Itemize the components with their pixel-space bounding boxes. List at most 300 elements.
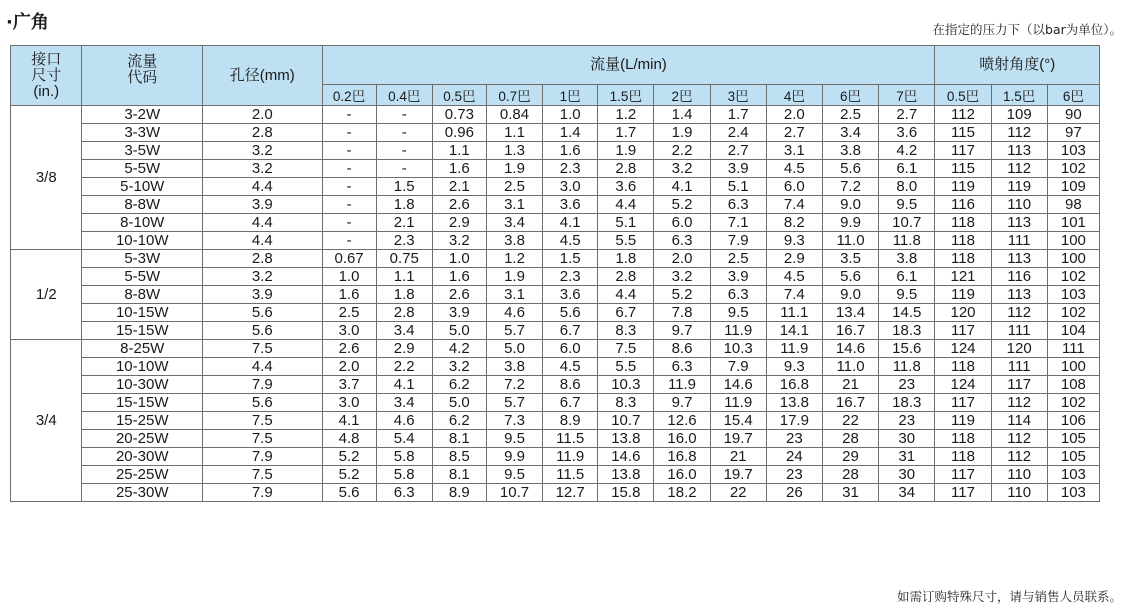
orifice-cell: 4.4 — [203, 214, 323, 232]
orifice-cell: 7.9 — [203, 448, 323, 466]
angle-value-cell: 115 — [935, 124, 991, 142]
flow-value-cell: 2.3 — [543, 268, 598, 286]
flow-value-cell: 0.75 — [376, 250, 432, 268]
flow-value-cell: 13.4 — [822, 304, 878, 322]
flow-value-cell: 30 — [879, 430, 935, 448]
angle-value-cell: 100 — [1047, 232, 1099, 250]
flow-code-cell: 3-5W — [82, 142, 203, 160]
flow-value-cell: 5.2 — [654, 286, 710, 304]
flow-value-cell: 6.3 — [710, 196, 766, 214]
angle-value-cell: 109 — [1047, 178, 1099, 196]
flow-value-cell: 30 — [879, 466, 935, 484]
angle-value-cell: 102 — [1047, 304, 1099, 322]
flow-value-cell: 0.96 — [432, 124, 486, 142]
flow-value-cell: 28 — [822, 466, 878, 484]
angle-value-cell: 110 — [991, 484, 1047, 502]
angle-value-cell: 113 — [991, 142, 1047, 160]
flow-value-cell: 11.0 — [822, 232, 878, 250]
flow-value-cell: 2.2 — [376, 358, 432, 376]
flow-code-cell: 8-8W — [82, 196, 203, 214]
flow-value-cell: 1.8 — [598, 250, 654, 268]
angle-value-cell: 124 — [935, 340, 991, 358]
flow-value-cell: 3.2 — [654, 268, 710, 286]
flow-value-cell: 3.1 — [486, 196, 542, 214]
angle-value-cell: 111 — [1047, 340, 1099, 358]
flow-value-cell: 3.0 — [322, 322, 376, 340]
flow-value-cell: 12.6 — [654, 412, 710, 430]
flow-value-cell: 3.4 — [822, 124, 878, 142]
flow-value-cell: 3.5 — [822, 250, 878, 268]
flow-code-cell: 25-30W — [82, 484, 203, 502]
flow-value-cell: 3.6 — [543, 286, 598, 304]
flow-value-cell: 4.8 — [322, 430, 376, 448]
flow-value-cell: 2.0 — [654, 250, 710, 268]
angle-value-cell: 119 — [935, 412, 991, 430]
table-row — [11, 484, 1100, 502]
flow-value-cell: 8.5 — [432, 448, 486, 466]
flow-code-cell: 10-10W — [82, 232, 203, 250]
flow-value-cell: 6.7 — [543, 394, 598, 412]
table-row — [11, 394, 1100, 412]
flow-value-cell: 1.2 — [598, 106, 654, 124]
flow-value-cell: 6.1 — [879, 160, 935, 178]
orifice-cell: 7.9 — [203, 376, 323, 394]
flow-value-cell: 9.5 — [710, 304, 766, 322]
flow-value-cell: 3.9 — [432, 304, 486, 322]
size-header — [11, 46, 82, 106]
flow-code-cell: 5-5W — [82, 160, 203, 178]
flow-pressure-header: 1.5巴 — [598, 85, 654, 106]
flow-value-cell: 2.3 — [543, 160, 598, 178]
flow-value-cell: 3.2 — [432, 358, 486, 376]
flow-value-cell: 5.5 — [598, 358, 654, 376]
angle-value-cell: 112 — [991, 394, 1047, 412]
orifice-cell: 2.8 — [203, 250, 323, 268]
flow-value-cell: 23 — [879, 412, 935, 430]
flow-code-cell: 5-10W — [82, 178, 203, 196]
flow-value-cell: 3.4 — [376, 394, 432, 412]
flow-value-cell: 3.4 — [376, 322, 432, 340]
flow-value-cell: 7.1 — [710, 214, 766, 232]
flow-value-cell: 0.84 — [486, 106, 542, 124]
flow-value-cell: 14.1 — [766, 322, 822, 340]
flow-value-cell: 6.2 — [432, 412, 486, 430]
flow-value-cell: 1.8 — [376, 196, 432, 214]
angle-value-cell: 113 — [991, 250, 1047, 268]
flow-value-cell: 8.9 — [432, 484, 486, 502]
flow-value-cell: 1.1 — [376, 268, 432, 286]
flow-value-cell: 1.1 — [432, 142, 486, 160]
flow-value-cell: 11.5 — [543, 466, 598, 484]
orifice-cell: 7.5 — [203, 466, 323, 484]
flow-value-cell: 16.7 — [822, 322, 878, 340]
table-row — [11, 322, 1100, 340]
angle-pressure-header: 1.5巴 — [991, 85, 1047, 106]
angle-value-cell: 113 — [991, 286, 1047, 304]
flow-value-cell: 5.5 — [598, 232, 654, 250]
flow-value-cell: 4.1 — [543, 214, 598, 232]
angle-value-cell: 103 — [1047, 484, 1099, 502]
flow-value-cell: 7.2 — [486, 376, 542, 394]
flow-value-cell: 23 — [879, 376, 935, 394]
table-row — [11, 430, 1100, 448]
flow-value-cell: 1.9 — [486, 160, 542, 178]
flow-value-cell: 8.0 — [879, 178, 935, 196]
flow-value-cell: 1.8 — [376, 286, 432, 304]
table-row — [11, 286, 1100, 304]
flow-value-cell: 8.3 — [598, 322, 654, 340]
angle-value-cell: 111 — [991, 358, 1047, 376]
flow-value-cell: 9.9 — [486, 448, 542, 466]
flow-code-cell: 10-15W — [82, 304, 203, 322]
flow-value-cell: 6.0 — [766, 178, 822, 196]
flow-value-cell: 14.6 — [710, 376, 766, 394]
flow-value-cell: 3.2 — [432, 232, 486, 250]
table-row — [11, 250, 1100, 268]
orifice-cell: 7.5 — [203, 340, 323, 358]
flow-value-cell: 8.3 — [598, 394, 654, 412]
flow-value-cell: 8.6 — [543, 376, 598, 394]
flow-value-cell: 7.2 — [822, 178, 878, 196]
flow-value-cell: 18.3 — [879, 394, 935, 412]
flow-value-cell: 11.1 — [766, 304, 822, 322]
flow-value-cell: 1.0 — [432, 250, 486, 268]
table-row — [11, 196, 1100, 214]
flow-value-cell: - — [322, 106, 376, 124]
flow-value-cell: 4.6 — [486, 304, 542, 322]
table-row — [11, 160, 1100, 178]
angle-value-cell: 105 — [1047, 430, 1099, 448]
flow-value-cell: 6.3 — [710, 286, 766, 304]
flow-value-cell: 11.9 — [710, 322, 766, 340]
flow-value-cell: - — [376, 124, 432, 142]
flow-value-cell: 11.9 — [766, 340, 822, 358]
flow-value-cell: 22 — [710, 484, 766, 502]
flow-value-cell: 5.2 — [322, 466, 376, 484]
angle-pressure-header: 0.5巴 — [935, 85, 991, 106]
flow-value-cell: 14.6 — [822, 340, 878, 358]
flow-code-cell: 8-25W — [82, 340, 203, 358]
flow-value-cell: 2.5 — [822, 106, 878, 124]
orifice-cell: 5.6 — [203, 394, 323, 412]
flow-value-cell: 1.6 — [322, 286, 376, 304]
flow-value-cell: 17.9 — [766, 412, 822, 430]
flow-code-cell: 3-2W — [82, 106, 203, 124]
orifice-cell: 3.2 — [203, 268, 323, 286]
flow-value-cell: 29 — [822, 448, 878, 466]
flow-value-cell: 19.7 — [710, 430, 766, 448]
angle-value-cell: 118 — [935, 430, 991, 448]
flow-value-cell: 4.4 — [598, 286, 654, 304]
angle-value-cell: 114 — [991, 412, 1047, 430]
angle-value-cell: 112 — [935, 106, 991, 124]
connection-size-cell: 3/4 — [11, 340, 82, 502]
flow-value-cell: 13.8 — [598, 430, 654, 448]
angle-value-cell: 118 — [935, 214, 991, 232]
flow-value-cell: 0.67 — [322, 250, 376, 268]
orifice-cell: 7.9 — [203, 484, 323, 502]
flow-value-cell: 13.8 — [766, 394, 822, 412]
flow-value-cell: 14.6 — [598, 448, 654, 466]
angle-value-cell: 111 — [991, 322, 1047, 340]
flow-value-cell: 7.8 — [654, 304, 710, 322]
flow-value-cell: 6.0 — [654, 214, 710, 232]
angle-value-cell: 119 — [935, 286, 991, 304]
angle-value-cell: 110 — [991, 196, 1047, 214]
angle-value-cell: 119 — [991, 178, 1047, 196]
table-row — [11, 232, 1100, 250]
wide-angle-spec-table — [10, 45, 1100, 502]
table-row — [11, 124, 1100, 142]
flow-pressure-header: 0.7巴 — [486, 85, 542, 106]
orifice-cell: 4.4 — [203, 358, 323, 376]
flow-value-cell: 4.5 — [766, 160, 822, 178]
angle-value-cell: 117 — [935, 484, 991, 502]
flow-value-cell: 2.5 — [486, 178, 542, 196]
flow-value-cell: 2.4 — [710, 124, 766, 142]
flow-value-cell: 24 — [766, 448, 822, 466]
flow-value-cell: 1.6 — [432, 268, 486, 286]
flow-value-cell: 9.3 — [766, 358, 822, 376]
flow-pressure-header: 0.5巴 — [432, 85, 486, 106]
size-header-line3: (in.) — [33, 82, 60, 100]
flow-value-cell: 34 — [879, 484, 935, 502]
angle-value-cell: 103 — [1047, 286, 1099, 304]
flow-value-cell: 18.2 — [654, 484, 710, 502]
flow-value-cell: 10.3 — [598, 376, 654, 394]
angle-value-cell: 100 — [1047, 250, 1099, 268]
angle-value-cell: 103 — [1047, 466, 1099, 484]
table-row — [11, 340, 1100, 358]
flow-value-cell: 11.5 — [543, 430, 598, 448]
flow-value-cell: 6.1 — [879, 268, 935, 286]
angle-value-cell: 103 — [1047, 142, 1099, 160]
section-title: ·广角 — [6, 12, 49, 33]
orifice-cell: 2.8 — [203, 124, 323, 142]
flow-value-cell: 22 — [822, 412, 878, 430]
flow-value-cell: 9.3 — [766, 232, 822, 250]
flow-value-cell: 4.5 — [766, 268, 822, 286]
angle-value-cell: 102 — [1047, 268, 1099, 286]
angle-value-cell: 102 — [1047, 160, 1099, 178]
orifice-cell: 7.5 — [203, 430, 323, 448]
flow-value-cell: 5.6 — [322, 484, 376, 502]
flow-value-cell: 6.2 — [432, 376, 486, 394]
flow-code-cell: 10-30W — [82, 376, 203, 394]
flow-value-cell: 3.4 — [486, 214, 542, 232]
flow-value-cell: 1.6 — [432, 160, 486, 178]
angle-value-cell: 102 — [1047, 394, 1099, 412]
flow-value-cell: 18.3 — [879, 322, 935, 340]
flow-value-cell: 2.1 — [376, 214, 432, 232]
flow-value-cell: 8.2 — [766, 214, 822, 232]
flow-pressure-header: 4巴 — [766, 85, 822, 106]
flow-value-cell: 3.8 — [486, 232, 542, 250]
flow-value-cell: 31 — [822, 484, 878, 502]
angle-value-cell: 124 — [935, 376, 991, 394]
flow-value-cell: 5.2 — [322, 448, 376, 466]
flow-value-cell: 3.8 — [486, 358, 542, 376]
flow-code-cell: 15-25W — [82, 412, 203, 430]
flow-value-cell: 3.9 — [710, 268, 766, 286]
flow-value-cell: 4.2 — [879, 142, 935, 160]
flow-value-cell: 5.1 — [598, 214, 654, 232]
flow-pressure-header: 2巴 — [654, 85, 710, 106]
flow-value-cell: 9.0 — [822, 286, 878, 304]
orifice-cell: 4.4 — [203, 178, 323, 196]
flow-value-cell: 3.0 — [543, 178, 598, 196]
flow-value-cell: 9.5 — [486, 430, 542, 448]
flow-value-cell: 5.4 — [376, 430, 432, 448]
flow-code-cell: 5-3W — [82, 250, 203, 268]
orifice-cell: 5.6 — [203, 304, 323, 322]
flow-value-cell: 1.0 — [543, 106, 598, 124]
flow-value-cell: 9.5 — [486, 466, 542, 484]
flow-value-cell: 15.4 — [710, 412, 766, 430]
flow-code-cell: 8-8W — [82, 286, 203, 304]
flow-value-cell: - — [322, 178, 376, 196]
flow-value-cell: 23 — [766, 466, 822, 484]
angle-value-cell: 105 — [1047, 448, 1099, 466]
table-row — [11, 304, 1100, 322]
flow-value-cell: 2.6 — [322, 340, 376, 358]
flow-pressure-header: 0.2巴 — [322, 85, 376, 106]
angle-value-cell: 118 — [935, 448, 991, 466]
flow-value-cell: 9.5 — [879, 196, 935, 214]
angle-value-cell: 112 — [991, 124, 1047, 142]
flow-value-cell: 28 — [822, 430, 878, 448]
orifice-cell: 5.6 — [203, 322, 323, 340]
flow-value-cell: 3.8 — [879, 250, 935, 268]
flow-value-cell: 3.0 — [322, 394, 376, 412]
orifice-cell: 4.4 — [203, 232, 323, 250]
flow-value-cell: 1.6 — [543, 142, 598, 160]
flow-value-cell: 1.9 — [654, 124, 710, 142]
flow-value-cell: - — [376, 160, 432, 178]
flow-value-cell: - — [322, 160, 376, 178]
flow-value-cell: 2.8 — [376, 304, 432, 322]
flow-code-cell: 20-30W — [82, 448, 203, 466]
flow-value-cell: 5.7 — [486, 394, 542, 412]
flow-value-cell: - — [322, 142, 376, 160]
flow-value-cell: 7.3 — [486, 412, 542, 430]
angle-value-cell: 100 — [1047, 358, 1099, 376]
flow-value-cell: 6.3 — [376, 484, 432, 502]
flow-value-cell: 10.3 — [710, 340, 766, 358]
flow-value-cell: 11.9 — [710, 394, 766, 412]
flow-value-cell: 5.0 — [486, 340, 542, 358]
flow-value-cell: 6.3 — [654, 232, 710, 250]
flow-value-cell: 19.7 — [710, 466, 766, 484]
flow-code-cell: 10-10W — [82, 358, 203, 376]
flow-value-cell: 3.6 — [598, 178, 654, 196]
flow-value-cell: 5.0 — [432, 322, 486, 340]
angle-group-header: 喷射角度(°) — [935, 46, 1100, 85]
flow-value-cell: - — [376, 106, 432, 124]
angle-value-cell: 112 — [991, 160, 1047, 178]
flow-value-cell: 6.7 — [543, 322, 598, 340]
flow-value-cell: 14.5 — [879, 304, 935, 322]
flow-value-cell: 1.7 — [710, 106, 766, 124]
flow-value-cell: 9.0 — [822, 196, 878, 214]
flow-value-cell: 2.0 — [322, 358, 376, 376]
flow-group-header: 流量(L/min) — [322, 46, 935, 85]
flow-value-cell: 2.5 — [710, 250, 766, 268]
angle-value-cell: 112 — [991, 430, 1047, 448]
flow-code-cell: 5-5W — [82, 268, 203, 286]
flow-value-cell: 4.5 — [543, 232, 598, 250]
flow-value-cell: 9.5 — [879, 286, 935, 304]
angle-value-cell: 101 — [1047, 214, 1099, 232]
flow-value-cell: 3.2 — [654, 160, 710, 178]
flow-value-cell: 2.5 — [322, 304, 376, 322]
table-row — [11, 178, 1100, 196]
flow-value-cell: 12.7 — [543, 484, 598, 502]
flow-value-cell: - — [322, 214, 376, 232]
flow-value-cell: 2.0 — [766, 106, 822, 124]
connection-size-cell: 3/8 — [11, 106, 82, 250]
code-header-line2: 代码 — [127, 69, 158, 86]
orifice-cell: 3.2 — [203, 160, 323, 178]
flow-value-cell: 11.9 — [654, 376, 710, 394]
flow-value-cell: 16.8 — [766, 376, 822, 394]
angle-value-cell: 120 — [991, 340, 1047, 358]
flow-value-cell: 10.7 — [486, 484, 542, 502]
size-header-line1: 接口 — [31, 50, 62, 68]
table-row — [11, 106, 1100, 124]
flow-value-cell: 11.9 — [543, 448, 598, 466]
angle-value-cell: 112 — [991, 448, 1047, 466]
flow-code-cell: 3-3W — [82, 124, 203, 142]
flow-value-cell: - — [322, 232, 376, 250]
angle-value-cell: 106 — [1047, 412, 1099, 430]
flow-value-cell: 4.2 — [432, 340, 486, 358]
flow-value-cell: 15.8 — [598, 484, 654, 502]
flow-value-cell: 2.9 — [766, 250, 822, 268]
angle-value-cell: 116 — [991, 268, 1047, 286]
angle-value-cell: 97 — [1047, 124, 1099, 142]
flow-value-cell: 16.0 — [654, 430, 710, 448]
angle-value-cell: 112 — [991, 304, 1047, 322]
flow-value-cell: 3.6 — [543, 196, 598, 214]
flow-value-cell: 2.9 — [432, 214, 486, 232]
angle-value-cell: 119 — [935, 178, 991, 196]
table-row — [11, 412, 1100, 430]
flow-value-cell: 8.1 — [432, 466, 486, 484]
angle-value-cell: 109 — [991, 106, 1047, 124]
angle-value-cell: 108 — [1047, 376, 1099, 394]
angle-value-cell: 117 — [935, 322, 991, 340]
angle-value-cell: 110 — [991, 466, 1047, 484]
flow-value-cell: 7.9 — [710, 232, 766, 250]
angle-value-cell: 98 — [1047, 196, 1099, 214]
flow-value-cell: 2.7 — [710, 142, 766, 160]
angle-value-cell: 118 — [935, 358, 991, 376]
flow-value-cell: 2.6 — [432, 196, 486, 214]
flow-code-cell: 20-25W — [82, 430, 203, 448]
table-row — [11, 214, 1100, 232]
flow-value-cell: 13.8 — [598, 466, 654, 484]
code-header-line1: 流量 — [127, 53, 158, 70]
flow-value-cell: 4.1 — [322, 412, 376, 430]
flow-value-cell: 9.7 — [654, 394, 710, 412]
table-row — [11, 466, 1100, 484]
flow-value-cell: 2.7 — [879, 106, 935, 124]
flow-value-cell: 2.2 — [654, 142, 710, 160]
flow-value-cell: 21 — [710, 448, 766, 466]
flow-value-cell: 15.6 — [879, 340, 935, 358]
flow-value-cell: 0.73 — [432, 106, 486, 124]
